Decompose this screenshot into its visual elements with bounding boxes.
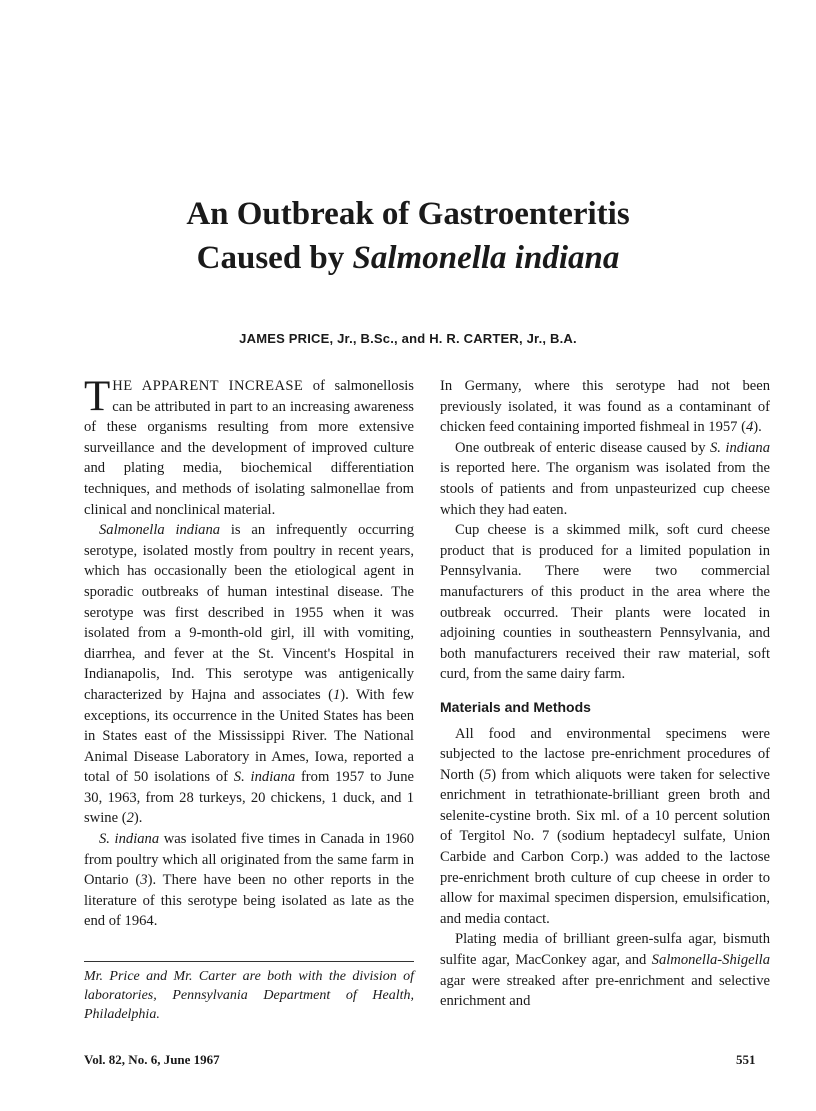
paragraph-text: ) from which aliquots were taken for selective enrichment in tetrathionate-brilliant green broth and selenite-cystine broth. Six ml. of a 10 percent solution of Tergitol No. 7 (sodium heptadecyl sulfate, Union Carbide and Carbon Corp.) was added to the lactose pre-enrichment broth culture of cup cheese in order to allow for maximal specimen dispersion, emulsification, and media contact. bbox=[440, 766, 770, 927]
organism-name: S. indiana bbox=[709, 439, 770, 456]
paragraph-text: agar were streaked after pre-enrichment and selective enrichment and bbox=[440, 972, 770, 1010]
paragraph-text: ). bbox=[753, 419, 762, 436]
reference-number: 3 bbox=[140, 872, 148, 889]
title-line-2-prefix: Caused by bbox=[196, 240, 353, 276]
paragraph bbox=[440, 724, 770, 930]
organism-name: Salmonella indiana bbox=[99, 522, 221, 539]
paragraph bbox=[440, 438, 770, 520]
paragraph bbox=[440, 929, 770, 1011]
reference-number: 2 bbox=[126, 810, 134, 827]
title-line-1: An Outbreak of Gastroenteritis bbox=[186, 196, 630, 232]
page-number: 551 bbox=[736, 1052, 756, 1067]
paragraph-text: All food and environmental specimens were subjected to the lactose pre-enrichment procedures of North ( bbox=[440, 725, 770, 783]
lead-in-caps: HE APPARENT INCREASE bbox=[112, 378, 304, 394]
paragraph bbox=[84, 829, 414, 932]
right-column bbox=[440, 376, 770, 1012]
article-title bbox=[0, 192, 816, 280]
reference-number: 4 bbox=[745, 419, 754, 436]
title-organism: Salmonella indiana bbox=[352, 240, 620, 276]
journal-citation: Vol. 82, No. 6, June 1967 bbox=[84, 1052, 220, 1067]
paragraph bbox=[84, 520, 414, 829]
title-line-2 bbox=[0, 236, 816, 280]
intro-paragraph bbox=[84, 373, 414, 520]
paragraph-text: ). With few exceptions, its occurrence in the United States has been in States east of the Mississippi River. The National Animal Disease Laboratory in Ames, Iowa, reported a total of 50 isolations of bbox=[84, 686, 414, 786]
author-byline: JAMES PRICE, Jr., B.Sc., and H. R. CARTER, Jr., B.A. bbox=[239, 331, 577, 346]
organism-name: S. indiana bbox=[233, 769, 296, 786]
organism-name: S. indiana bbox=[99, 831, 160, 848]
paragraph-text: ). bbox=[133, 810, 143, 827]
paragraph-text: is an infrequently occurring serotype, isolated mostly from poultry in recent years, which has occasionally been the etiological agent in sporadic outbreaks of human intestinal disease. The serotype was first described in 1955 when it was isolated from a 9-month-old girl, ill with vomiting, diarrhea, and fever at the St. Vincent's Hospital in Indianapolis, Ind. This serotype was antigenically characterized by Hajna and associates ( bbox=[84, 522, 414, 703]
paragraph-text: from 1957 to June 30, 1963, from 28 turkeys, 20 chickens, 1 duck, and 1 swine ( bbox=[84, 769, 414, 827]
paragraph-text: is reported here. The organism was isolated from the stools of patients and from unpasteurized cup cheese which they had eaten. bbox=[440, 460, 770, 518]
paragraph: Cup cheese is a skimmed milk, soft curd cheese product that is produced for a limited population in Pennsylvania. There were two commercial manufacturers of this product in the area where the outbreak occurred. Their plants were located in adjoining counties in southeastern Pennsylvania, and both manufacturers received their raw material, soft curd, from the same dairy farm. bbox=[440, 522, 770, 683]
paragraph-text: ). There have been no other reports in the literature of this serotype being isolated as late as the end of 1964. bbox=[84, 872, 415, 930]
paragraph bbox=[440, 376, 770, 438]
reference-number: 5 bbox=[484, 766, 492, 783]
paragraph-text: One outbreak of enteric disease caused by bbox=[455, 439, 710, 456]
paragraph-text: In Germany, where this serotype had not been previously isolated, it was found as a contaminant of chicken feed containing imported fishmeal in 1957 ( bbox=[440, 378, 770, 436]
paragraph-text: Plating media of brilliant green-sulfa agar, bismuth sulfite agar, MacConkey agar, and bbox=[440, 931, 770, 969]
intro-text: of salmonellosis can be attributed in part to an increasing awareness of these organisms resulting from more extensive surveillance and the development of improved culture and plating media, biochemical differentiation techniques, and methods of isolating salmonellae from clinical and nonclinical material. bbox=[84, 378, 414, 518]
paragraph-text: was isolated five times in Canada in 1960 from poultry which all originated from the same farm in Ontario ( bbox=[84, 831, 414, 889]
footnote-divider bbox=[84, 961, 414, 962]
reference-number: 1 bbox=[332, 686, 341, 703]
left-column bbox=[84, 373, 415, 932]
organism-name: Salmonella-Shigella bbox=[651, 952, 770, 969]
section-heading: Materials and Methods bbox=[440, 698, 591, 715]
drop-cap: T bbox=[84, 373, 111, 420]
author-affiliation-footnote: Mr. Price and Mr. Carter are both with the division of laboratories, Pennsylvania Department of Health, Philadelphia. bbox=[84, 969, 414, 1022]
